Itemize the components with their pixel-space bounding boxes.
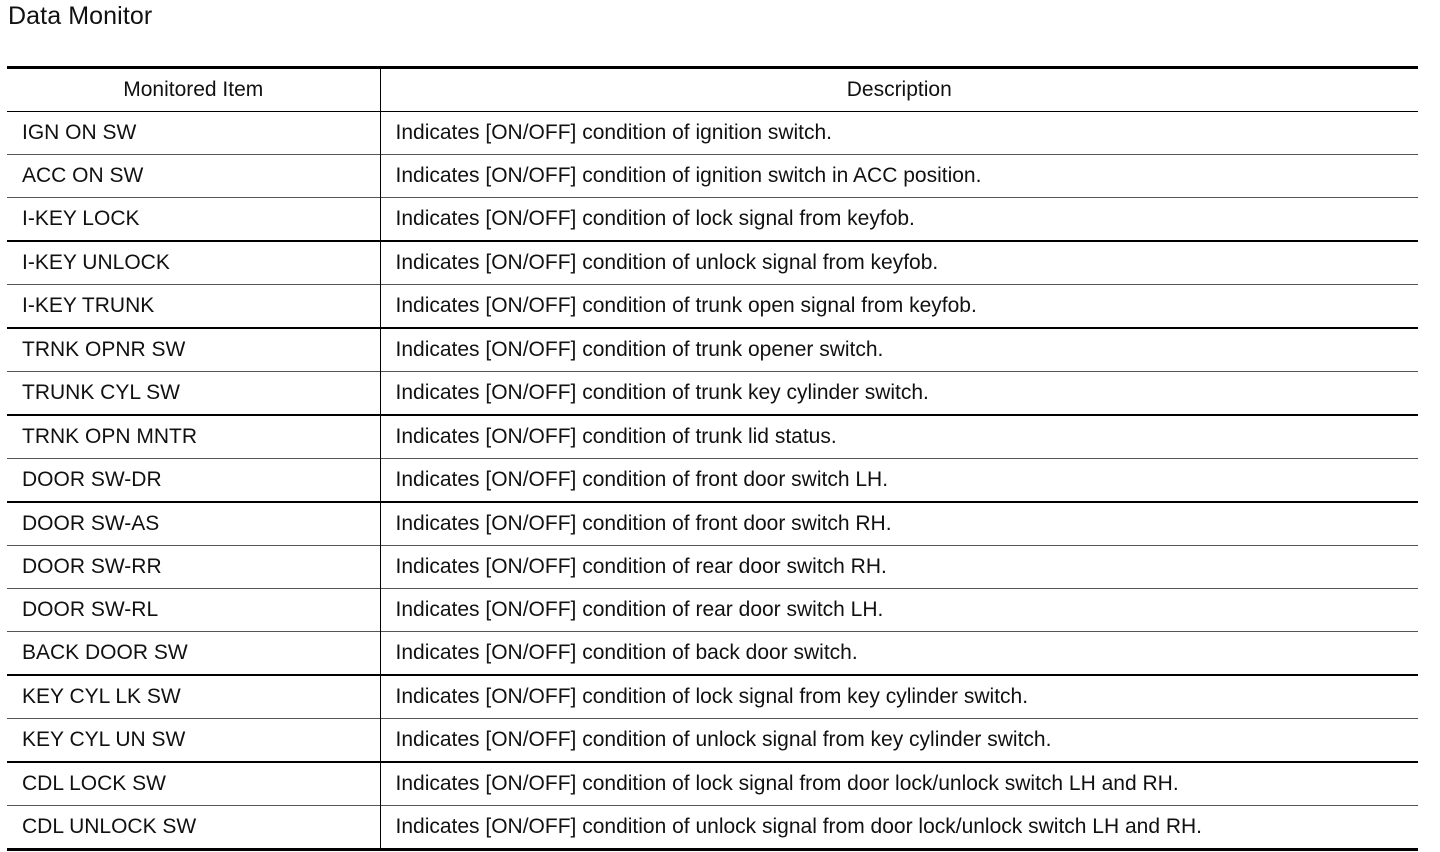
description-cell: Indicates [ON/OFF] condition of ignition switch in ACC position. <box>380 155 1418 198</box>
monitored-item-cell: ACC ON SW <box>7 155 380 198</box>
description-cell: Indicates [ON/OFF] condition of trunk opener switch. <box>380 328 1418 372</box>
table-row <box>7 502 1418 546</box>
description-cell: Indicates [ON/OFF] condition of front door switch LH. <box>380 459 1418 503</box>
table-row <box>7 285 1418 329</box>
monitored-item-cell: KEY CYL UN SW <box>7 719 380 763</box>
description-cell: Indicates [ON/OFF] condition of ignition switch. <box>380 112 1418 155</box>
table-row <box>7 328 1418 372</box>
table-row <box>7 112 1418 155</box>
monitored-item-cell: DOOR SW-DR <box>7 459 380 503</box>
monitored-item-cell: TRNK OPNR SW <box>7 328 380 372</box>
table-row <box>7 632 1418 676</box>
description-cell: Indicates [ON/OFF] condition of lock signal from key cylinder switch. <box>380 675 1418 719</box>
table-row <box>7 675 1418 719</box>
table-row <box>7 762 1418 806</box>
table-row <box>7 546 1418 589</box>
monitored-item-cell: I-KEY TRUNK <box>7 285 380 329</box>
table-row <box>7 155 1418 198</box>
table-row <box>7 372 1418 416</box>
monitored-item-cell: CDL UNLOCK SW <box>7 806 380 850</box>
monitored-item-cell: TRNK OPN MNTR <box>7 415 380 459</box>
table-row <box>7 806 1418 850</box>
table-row <box>7 459 1418 503</box>
header-monitored-item: Monitored Item <box>7 68 380 112</box>
monitored-item-cell: DOOR SW-AS <box>7 502 380 546</box>
description-cell: Indicates [ON/OFF] condition of rear door switch RH. <box>380 546 1418 589</box>
monitored-item-cell: DOOR SW-RL <box>7 589 380 632</box>
description-cell: Indicates [ON/OFF] condition of rear door switch LH. <box>380 589 1418 632</box>
description-cell: Indicates [ON/OFF] condition of unlock signal from keyfob. <box>380 241 1418 285</box>
table-row <box>7 198 1418 242</box>
monitored-item-cell: I-KEY LOCK <box>7 198 380 242</box>
description-cell: Indicates [ON/OFF] condition of trunk key cylinder switch. <box>380 372 1418 416</box>
description-cell: Indicates [ON/OFF] condition of front door switch RH. <box>380 502 1418 546</box>
monitored-item-cell: CDL LOCK SW <box>7 762 380 806</box>
table-row <box>7 241 1418 285</box>
description-cell: Indicates [ON/OFF] condition of unlock signal from door lock/unlock switch LH and RH. <box>380 806 1418 850</box>
description-cell: Indicates [ON/OFF] condition of lock signal from keyfob. <box>380 198 1418 242</box>
page-title: Data Monitor <box>8 2 153 30</box>
table-row <box>7 589 1418 632</box>
table-row <box>7 415 1418 459</box>
description-cell: Indicates [ON/OFF] condition of lock signal from door lock/unlock switch LH and RH. <box>380 762 1418 806</box>
monitored-item-cell: TRUNK CYL SW <box>7 372 380 416</box>
description-cell: Indicates [ON/OFF] condition of trunk lid status. <box>380 415 1418 459</box>
table-row <box>7 719 1418 763</box>
description-cell: Indicates [ON/OFF] condition of unlock signal from key cylinder switch. <box>380 719 1418 763</box>
monitored-item-cell: DOOR SW-RR <box>7 546 380 589</box>
table-header-row <box>7 68 1418 112</box>
monitored-item-cell: KEY CYL LK SW <box>7 675 380 719</box>
description-cell: Indicates [ON/OFF] condition of trunk open signal from keyfob. <box>380 285 1418 329</box>
description-cell: Indicates [ON/OFF] condition of back door switch. <box>380 632 1418 676</box>
monitored-item-cell: BACK DOOR SW <box>7 632 380 676</box>
monitored-item-cell: IGN ON SW <box>7 112 380 155</box>
header-description: Description <box>380 68 1418 112</box>
data-monitor-table <box>7 66 1418 851</box>
monitored-item-cell: I-KEY UNLOCK <box>7 241 380 285</box>
